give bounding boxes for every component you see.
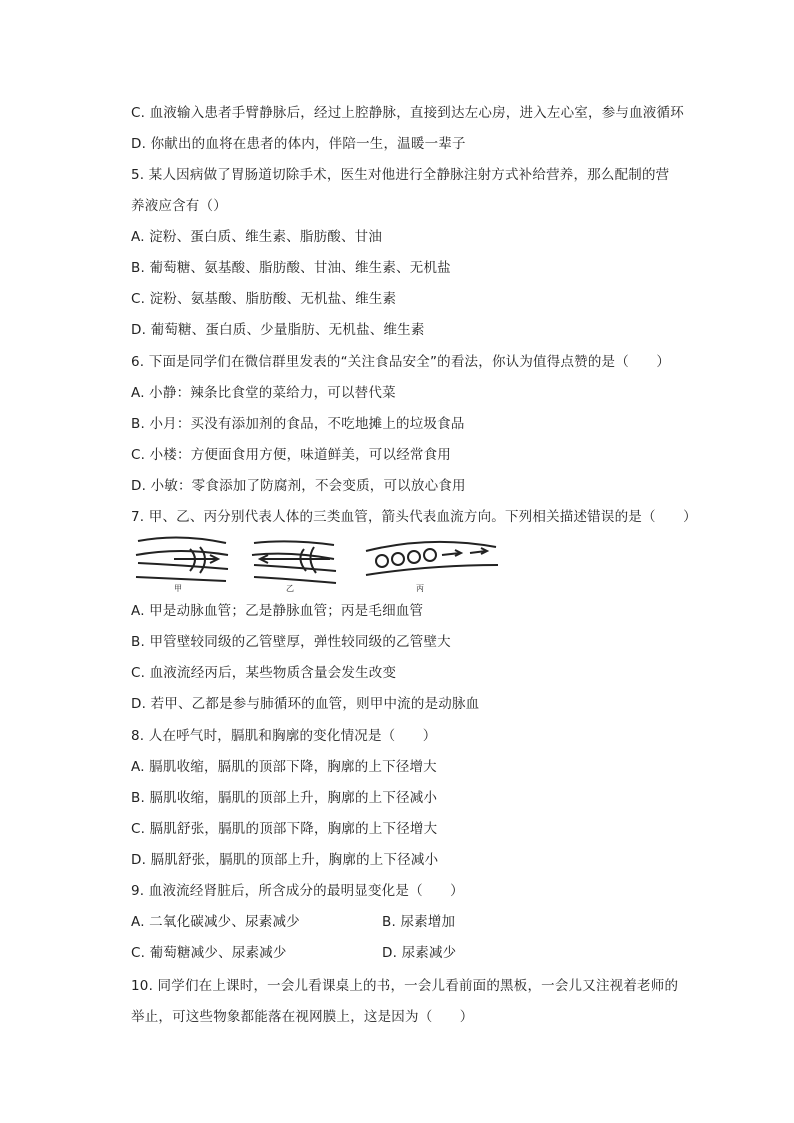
q5-option-b: B. 葡萄糖、氨基酸、脂肪酸、甘油、维生素、无机盐 [131,260,451,276]
q9-option-c: C. 葡萄糖减少、尿素减少 [131,945,287,961]
q6-option-b: B. 小月：买没有添加剂的食品，不吃地摊上的垃圾食品 [131,416,465,432]
q7-option-c: C. 血液流经丙后，某些物质含量会发生改变 [131,665,397,681]
q5-stem-line1: 5. 某人因病做了胃肠道切除手术，医生对他进行全静脉注射方式补给营养，那么配制的营 [131,167,670,183]
q6-option-a: A. 小静：辣条比食堂的菜给力，可以替代菜 [131,385,396,401]
q8-option-a: A. 膈肌收缩，膈肌的顶部下降，胸廓的上下径增大 [131,759,437,775]
capillary-diagram [366,542,498,575]
artery-diagram [136,537,228,581]
q7-option-b: B. 甲管壁较同级的乙管壁厚，弹性较同级的乙管壁大 [131,634,451,650]
q7-stem: 7. 甲、乙、丙分别代表人体的三类血管，箭头代表血流方向。下列相关描述错误的是（ ） [131,509,697,525]
q5-option-a: A. 淀粉、蛋白质、维生素、脂肪酸、甘油 [131,229,383,245]
q6-option-c: C. 小楼：方便面食用方便，味道鲜美，可以经常食用 [131,447,452,463]
q9-option-b: B. 尿素增加 [382,914,456,930]
q6-stem: 6. 下面是同学们在微信群里发表的“关注食品安全”的看法，你认为值得点赞的是（ ） [131,354,671,370]
q5-option-d: D. 葡萄糖、蛋白质、少量脂肪、无机盐、维生素 [131,322,425,338]
q8-stem: 8. 人在呼气时，膈肌和胸廓的变化情况是（ ） [131,728,437,744]
blood-vessel-figure [130,531,502,593]
vein-diagram [252,541,336,583]
figure-label-bing: 丙 [416,584,424,593]
q10-stem-line1: 10. 同学们在上课时，一会儿看课桌上的书，一会儿看前面的黑板，一会儿又注视着老师的 [131,978,679,994]
q7-option-d: D. 若甲、乙都是参与肺循环的血管，则甲中流的是动脉血 [131,696,480,712]
q6-option-d: D. 小敏：零食添加了防腐剂，不会变质，可以放心食用 [131,478,466,494]
q9-option-a: A. 二氧化碳减少、尿素减少 [131,914,300,930]
figure-label-yi: 乙 [286,584,294,593]
q8-option-b: B. 膈肌收缩，膈肌的顶部上升，胸廓的上下径减小 [131,790,438,806]
q5-stem-line2: 养液应含有（） [131,198,227,214]
q7-option-a: A. 甲是动脉血管；乙是静脉血管；丙是毛细血管 [131,603,424,619]
q9-stem: 9. 血液流经肾脏后，所含成分的最明显变化是（ ） [131,883,464,899]
figure-label-jia: 甲 [174,584,182,593]
q10-stem-line2: 举止，可这些物象都能落在视网膜上，这是因为（ ） [131,1009,474,1025]
q9-option-d: D. 尿素减少 [382,945,457,961]
q8-option-c: C. 膈肌舒张，膈肌的顶部下降，胸廓的上下径增大 [131,821,438,837]
q4-option-c: C. 血液输入患者手臂静脉后，经过上腔静脉，直接到达左心房，进入左心室，参与血液循环 [131,105,684,121]
q4-option-d: D. 你献出的血将在患者的体内，伴陪一生，温暖一辈子 [131,136,466,152]
q8-option-d: D. 膈肌舒张，膈肌的顶部上升，胸廓的上下径减小 [131,852,439,868]
q5-option-c: C. 淀粉、氨基酸、脂肪酸、无机盐、维生素 [131,291,397,307]
